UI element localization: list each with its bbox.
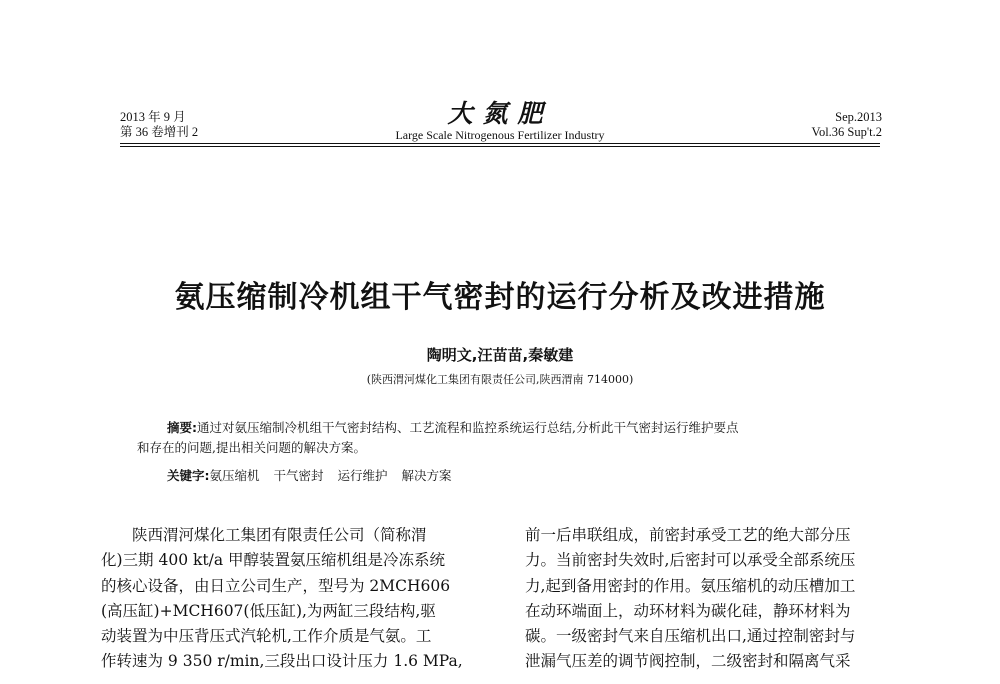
abstract-text-2: 和存在的问题,提出相关问题的解决方案。 — [137, 440, 366, 455]
journal-logo-cn: 大氮肥 — [447, 99, 553, 128]
volume-en: Vol.36 Sup't.2 — [811, 125, 882, 139]
abstract-line-1 — [137, 418, 872, 438]
body-line: 泄漏气压差的调节阀控制，二级密封和隔离气采 — [525, 652, 851, 671]
abstract-text-1: 通过对氨压缩制冷机组干气密封结构、工艺流程和监控系统运行总结,分析此干气密封运行维护要点 — [197, 420, 739, 435]
body-line: 前一后串联组成，前密封承受工艺的绝大部分压 — [525, 526, 851, 544]
body-line: 化)三期 400 kt/a 甲醇装置氨压缩机组是冷冻系统 — [101, 551, 445, 570]
body-line: 力,起到备用密封的作用。氨压缩机的动压槽加工 — [525, 576, 856, 595]
body-line: 陕西渭河煤化工集团有限责任公司（简称渭 — [132, 526, 427, 544]
issue-date-en: Sep.2013 — [835, 110, 882, 124]
keyword: 干气密封 — [273, 468, 324, 483]
body-column-right — [525, 523, 899, 675]
body-line: 碳。一级密封气来自压缩机出口,通过控制密封与 — [525, 627, 856, 646]
article-authors: 陶明文,汪苗苗,秦敏建 — [426, 346, 574, 364]
keyword: 解决方案 — [401, 468, 452, 483]
body-line: 力。当前密封失效时,后密封可以承受全部系统压 — [525, 551, 856, 570]
article-affiliation: (陕西渭河煤化工集团有限责任公司,陕西渭南 714000) — [366, 373, 634, 386]
body-line: 的核心设备，由日立公司生产，型号为 2MCH606 — [101, 576, 451, 595]
keywords — [167, 466, 466, 484]
body-line: 动装置为中压背压式汽轮机,工作介质是气氨。工 — [101, 627, 432, 646]
header-rule-thin — [120, 146, 880, 147]
volume-cn: 第 36 卷增刊 2 — [120, 125, 199, 139]
body-line: 作转速为 9 350 r/min,三段出口设计压力 1.6 MPa, — [101, 652, 463, 671]
journal-name-en: Large Scale Nitrogenous Fertilizer Industry — [395, 128, 605, 142]
keyword: 运行维护 — [337, 468, 388, 483]
body-column-left — [101, 523, 475, 675]
header-right — [812, 110, 882, 140]
body-line: (高压缸)+MCH607(低压缸),为两缸三段结构,驱 — [101, 601, 436, 620]
abstract-label: 摘要: — [167, 420, 197, 435]
keywords-label: 关键字: — [167, 468, 210, 483]
abstract — [137, 418, 872, 458]
article-title: 氨压缩制冷机组干气密封的运行分析及改进措施 — [174, 280, 826, 315]
body-line: 在动环端面上，动环材料为碳化硅，静环材料为 — [525, 601, 851, 620]
issue-date-cn: 2013 年 9 月 — [120, 110, 186, 124]
keyword: 氨压缩机 — [209, 468, 260, 483]
header-rule — [120, 143, 880, 144]
